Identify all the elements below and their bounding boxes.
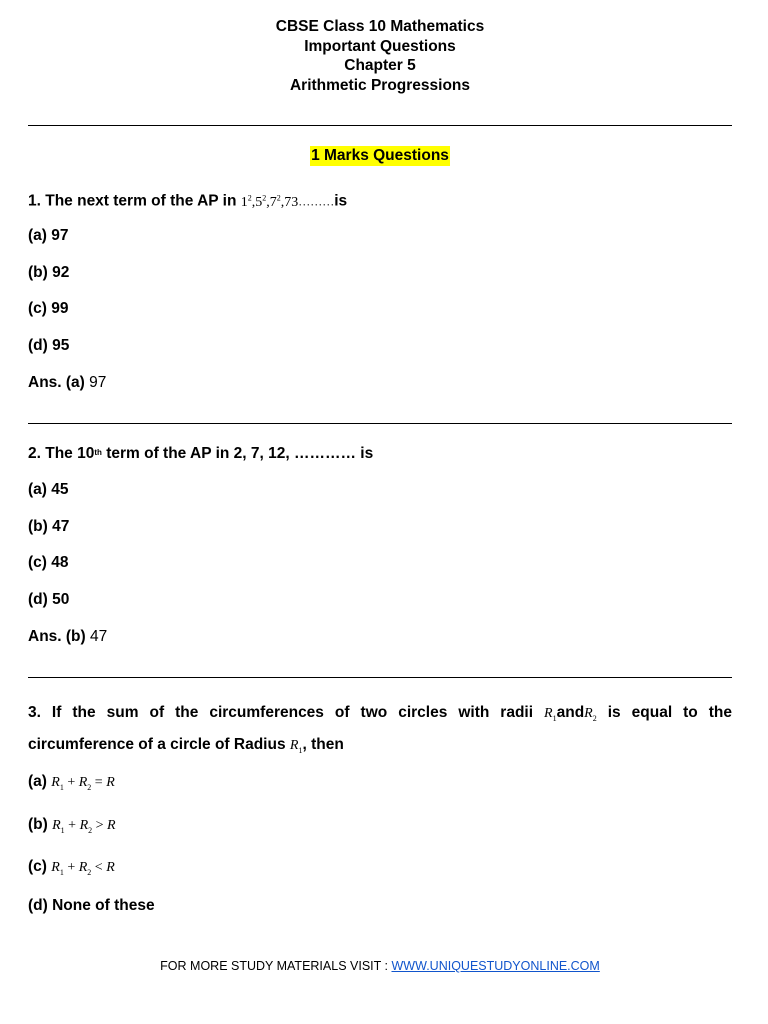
- option-c-label: (c): [28, 858, 47, 875]
- question-2: [28, 440, 732, 467]
- option-b: (b) 92: [28, 264, 70, 281]
- header-chapter: Chapter 5: [344, 57, 416, 74]
- question-1: [28, 185, 732, 216]
- option-c: (c) 99: [28, 300, 69, 317]
- question-3-text-2: is equal to the circumference of a circle of Radius: [28, 704, 732, 753]
- option-d: (d) 95: [28, 337, 70, 354]
- question-3-text: 3. If the sum of the circumferences of two circles with radii: [28, 704, 534, 721]
- answer: [28, 373, 106, 393]
- ordinal-suffix: th: [94, 448, 102, 457]
- option-d: (d) None of these: [28, 897, 155, 914]
- option-c: [28, 857, 115, 883]
- ellipsis: ………: [298, 194, 335, 209]
- answer-value: 97: [89, 374, 107, 391]
- divider: [28, 125, 732, 126]
- answer-value: 47: [90, 628, 108, 645]
- footer-text: FOR MORE STUDY MATERIALS VISIT :: [160, 959, 388, 973]
- header-title: CBSE Class 10 Mathematics: [275, 18, 485, 35]
- header-topic: Arithmetic Progressions: [289, 76, 471, 94]
- section-title: 1 Marks Questions: [311, 147, 449, 164]
- document-header: [0, 17, 760, 95]
- math-expression: $R_1 + R_2 < R$: [51, 860, 115, 877]
- divider: [28, 677, 732, 678]
- math-r1: $R_1$: [289, 737, 303, 755]
- math-expression: $1^2,5^2,7^2,73$: [240, 193, 299, 210]
- question-1-suffix: is: [334, 192, 348, 210]
- question-3-text-3: , then: [302, 735, 344, 753]
- option-a: [28, 772, 115, 798]
- option-b: (b) 47: [28, 518, 70, 535]
- option-a: (a) 45: [28, 481, 69, 498]
- math-r2: $R_2$: [584, 706, 597, 723]
- option-b: [28, 815, 116, 841]
- option-a-label: (a): [28, 773, 47, 790]
- option-c: (c) 48: [28, 554, 69, 571]
- answer: [28, 627, 107, 647]
- header-subtitle: Important Questions: [304, 37, 456, 55]
- question-1-text: 1. The next term of the AP in: [28, 192, 237, 210]
- math-expression: $R_1 + R_2 > R$: [52, 818, 116, 835]
- question-3-and: and: [556, 704, 585, 721]
- website-link[interactable]: WWW.UNIQUESTUDYONLINE.COM: [391, 959, 600, 973]
- footer: [0, 958, 760, 974]
- math-expression: $R_1 + R_2 = R$: [51, 775, 115, 792]
- answer-label: Ans. (b): [28, 628, 86, 645]
- question-3: [28, 700, 732, 764]
- option-b-label: (b): [28, 816, 48, 833]
- option-d: (d) 50: [28, 591, 70, 608]
- question-2-suffix: term of the AP in 2, 7, 12, ………… is: [106, 445, 374, 462]
- answer-label: Ans. (a): [28, 374, 85, 391]
- math-r1: $R_1$: [544, 706, 557, 723]
- divider: [28, 423, 732, 424]
- question-2-text: 2. The 10: [28, 445, 95, 462]
- option-a: (a) 97: [28, 227, 69, 244]
